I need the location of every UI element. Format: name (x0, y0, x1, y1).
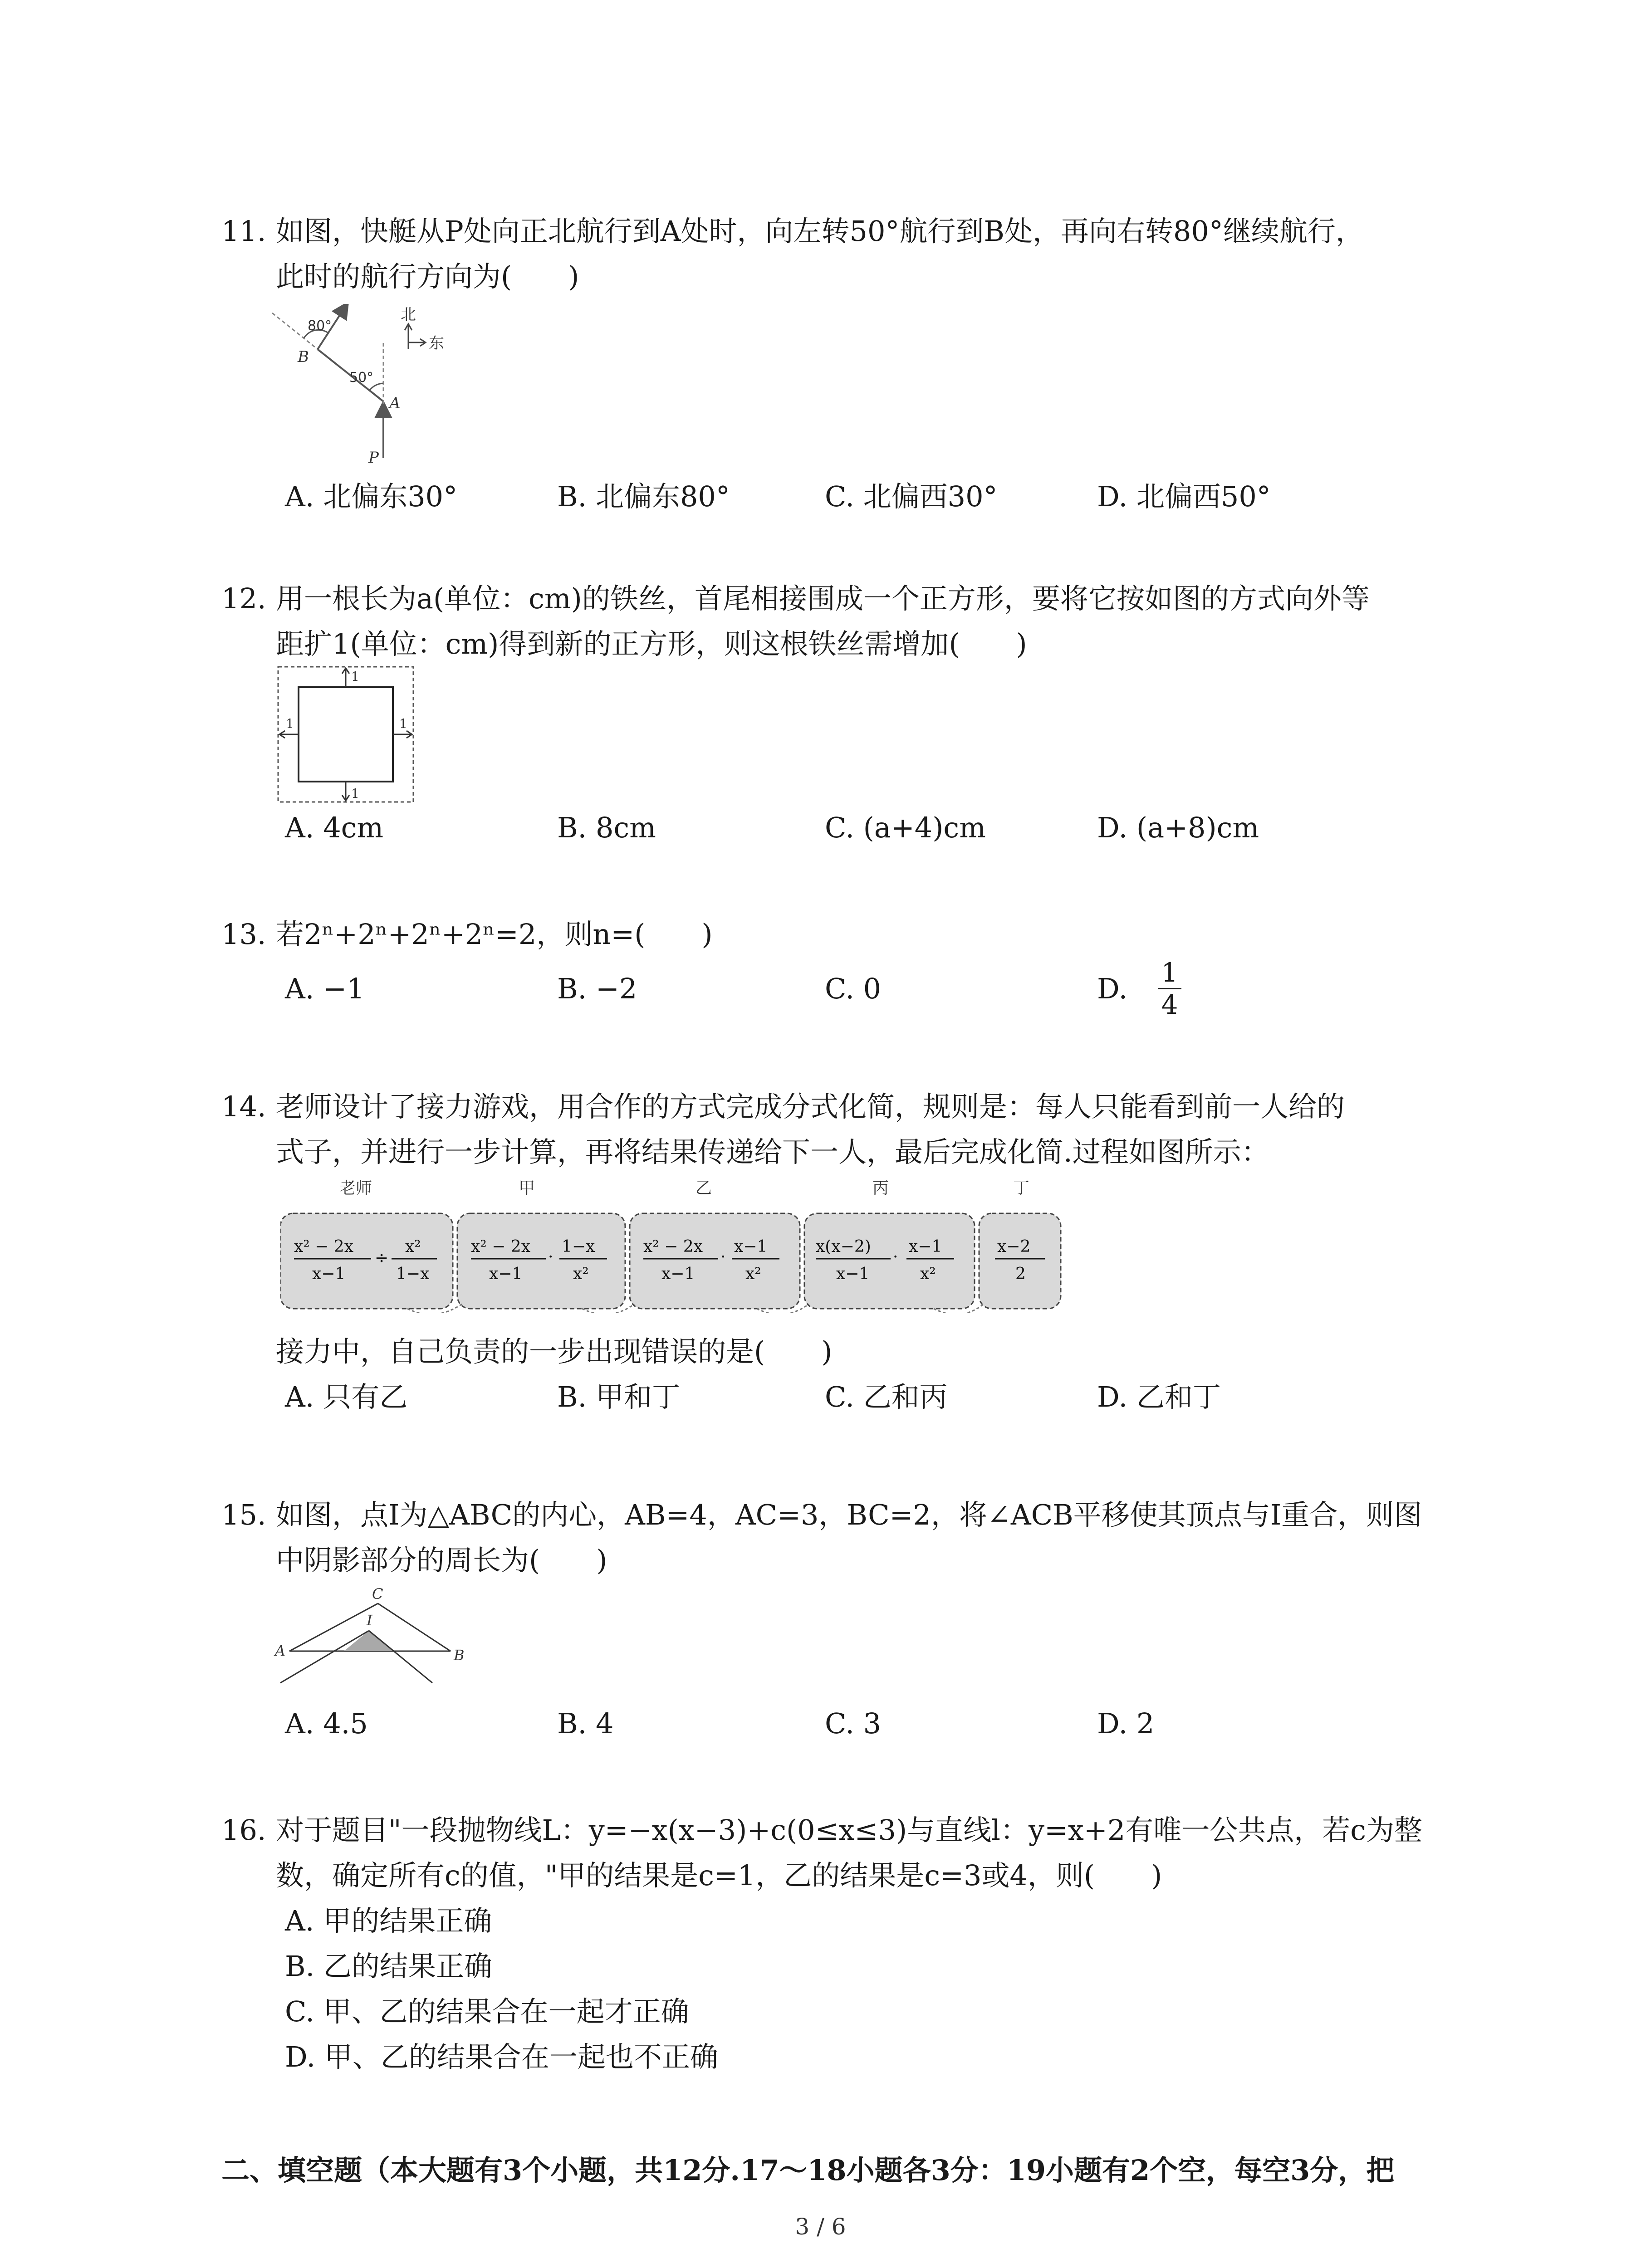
question-text-line: 式子，并进行一步计算，再将结果传递给下一人，最后完成化简.过程如图所示： (276, 1135, 1269, 1168)
question-text-line: 若2ⁿ+2ⁿ+2ⁿ+2ⁿ=2，则n=( ) (276, 918, 713, 951)
relay-box1-num2: x² (405, 1237, 421, 1256)
relay-box2-den2: x² (573, 1265, 589, 1283)
compass-icon (405, 324, 426, 349)
option-a: A. 4.5 (285, 1707, 368, 1740)
relay-box1-den2: 1−x (396, 1265, 430, 1283)
relay-box1-op: ÷ (375, 1249, 389, 1267)
square-figure (276, 665, 416, 805)
relay-box2-num2: 1−x (562, 1237, 595, 1256)
section-heading: 二、填空题（本大题有3个小题，共12分.17～18小题各3分：19小题有2个空，每空3分，把 (221, 2154, 1395, 2187)
question-text-line: 数，确定所有c的值，"甲的结果是c=1，乙的结果是c=3或4，则( ) (276, 1859, 1162, 1892)
question-number: 16. (221, 1813, 266, 1847)
question-text-line: 用一根长为a(单位：cm)的铁丝，首尾相接围成一个正方形，要将它按如图的方式向外等 (276, 582, 1370, 615)
question-number: 14. (221, 1090, 266, 1123)
relay-box3-num2: x−1 (734, 1237, 768, 1256)
question-number: 13. (221, 918, 266, 951)
question-text-line: 对于题目"一段抛物线L：y=−x(x−3)+c(0≤x≤3)与直线l：y=x+2有唯一公共点，若c为整 (276, 1813, 1423, 1847)
relay-person-jia: 甲 (519, 1179, 535, 1198)
option-c: C. (a+4)cm (825, 811, 986, 844)
relay-person-ding: 丁 (1013, 1179, 1030, 1198)
option-b: B. 8cm (557, 811, 656, 844)
question-number: 11. (221, 215, 266, 248)
option-d: D. 甲、乙的结果合在一起也不正确 (285, 2040, 718, 2073)
option-a: A. 北偏东30° (285, 480, 458, 513)
option-a: A. 4cm (285, 811, 384, 844)
extend-label-right: 1 (399, 716, 407, 731)
relay-box3-den2: x² (745, 1265, 761, 1283)
point-label-B: B (454, 1647, 465, 1664)
option-a: A. 只有乙 (285, 1380, 408, 1413)
relay-box1-den1: x−1 (312, 1265, 346, 1283)
relay-box4-num1: x(x−2) (816, 1237, 871, 1256)
option-b: B. 4 (557, 1707, 614, 1740)
option-b: B. 北偏东80° (557, 480, 730, 513)
option-b: B. 乙的结果正确 (285, 1950, 492, 1983)
compass-north-label: 北 (401, 306, 416, 324)
relay-box1-num1: x² − 2x (294, 1237, 353, 1256)
relay-box4-den2: x² (920, 1265, 936, 1283)
relay-diagram (280, 1177, 1074, 1313)
fraction-numerator: 1 (1161, 957, 1178, 988)
option-d: D. 北偏西50° (1097, 480, 1271, 513)
option-d: D. (a+8)cm (1097, 811, 1259, 844)
question-text-line: 如图，快艇从P处向正北航行到A处时，向左转50°航行到B处，再向右转80°继续航行， (276, 215, 1364, 248)
relay-box4-op: · (893, 1248, 898, 1266)
option-b: B. 甲和丁 (557, 1380, 680, 1413)
incenter-triangle-figure (271, 1585, 480, 1690)
relay-box5-num1: x−2 (997, 1237, 1031, 1256)
relay-person-yi: 乙 (696, 1179, 712, 1198)
extend-label-bottom: 1 (351, 786, 359, 801)
angle-label-50: 50° (349, 370, 374, 386)
relay-person-teacher: 老师 (339, 1179, 372, 1198)
relay-box4-den1: x−1 (836, 1265, 870, 1283)
option-d: D. 2 (1097, 1707, 1155, 1740)
question-number: 12. (221, 582, 266, 615)
compass-east-label: 东 (429, 334, 444, 352)
option-c: C. 甲、乙的结果合在一起才正确 (285, 1995, 689, 2028)
option-d: D. (1097, 972, 1128, 1005)
fraction-denominator: 4 (1161, 989, 1178, 1020)
question-text-line: 中阴影部分的周长为( ) (276, 1544, 607, 1577)
extend-label-left: 1 (286, 716, 294, 731)
option-d: D. 乙和丁 (1097, 1380, 1221, 1413)
option-a: A. 甲的结果正确 (285, 1904, 492, 1937)
question-text-line: 老师设计了接力游戏，用合作的方式完成分式化简，规则是：每人只能看到前一人给的 (276, 1090, 1345, 1123)
option-a: A. −1 (285, 972, 365, 1005)
relay-box2-den1: x−1 (489, 1265, 523, 1283)
question-text-line: 此时的航行方向为( ) (276, 260, 579, 293)
relay-person-bing: 丙 (872, 1179, 889, 1198)
point-label-P: P (368, 449, 379, 467)
navigation-figure (272, 304, 463, 467)
option-c: C. 3 (825, 1707, 882, 1740)
relay-box4-num2: x−1 (909, 1237, 942, 1256)
relay-box3-num1: x² − 2x (643, 1237, 703, 1256)
question-text-line: 如图，点I为△ABC的内心，AB=4，AC=3，BC=2，将∠ACB平移使其顶点与I重合，则图 (276, 1498, 1422, 1531)
point-label-I: I (367, 1612, 372, 1629)
question-number: 15. (221, 1498, 266, 1531)
relay-box5-den1: 2 (1015, 1265, 1026, 1283)
question-text-line: 距扩1(单位：cm)得到新的正方形，则这根铁丝需增加( ) (276, 627, 1027, 660)
option-d-fraction (1156, 957, 1183, 1020)
point-label-A: A (389, 394, 401, 412)
point-label-B: B (298, 348, 309, 366)
point-label-A: A (275, 1642, 286, 1659)
relay-box3-op: · (720, 1248, 726, 1266)
option-b: B. −2 (557, 972, 637, 1005)
angle-label-80: 80° (308, 318, 332, 334)
point-label-C: C (372, 1585, 383, 1603)
option-c: C. 北偏西30° (825, 480, 998, 513)
question-text-line: 接力中，自己负责的一步出现错误的是( ) (276, 1335, 833, 1368)
relay-box3-den1: x−1 (661, 1265, 695, 1283)
extend-label-top: 1 (351, 669, 359, 684)
relay-box2-op: · (548, 1248, 554, 1266)
option-c: C. 乙和丙 (825, 1380, 948, 1413)
option-c: C. 0 (825, 972, 882, 1005)
page-number: 3 / 6 (795, 2214, 846, 2240)
relay-box2-num1: x² − 2x (471, 1237, 530, 1256)
